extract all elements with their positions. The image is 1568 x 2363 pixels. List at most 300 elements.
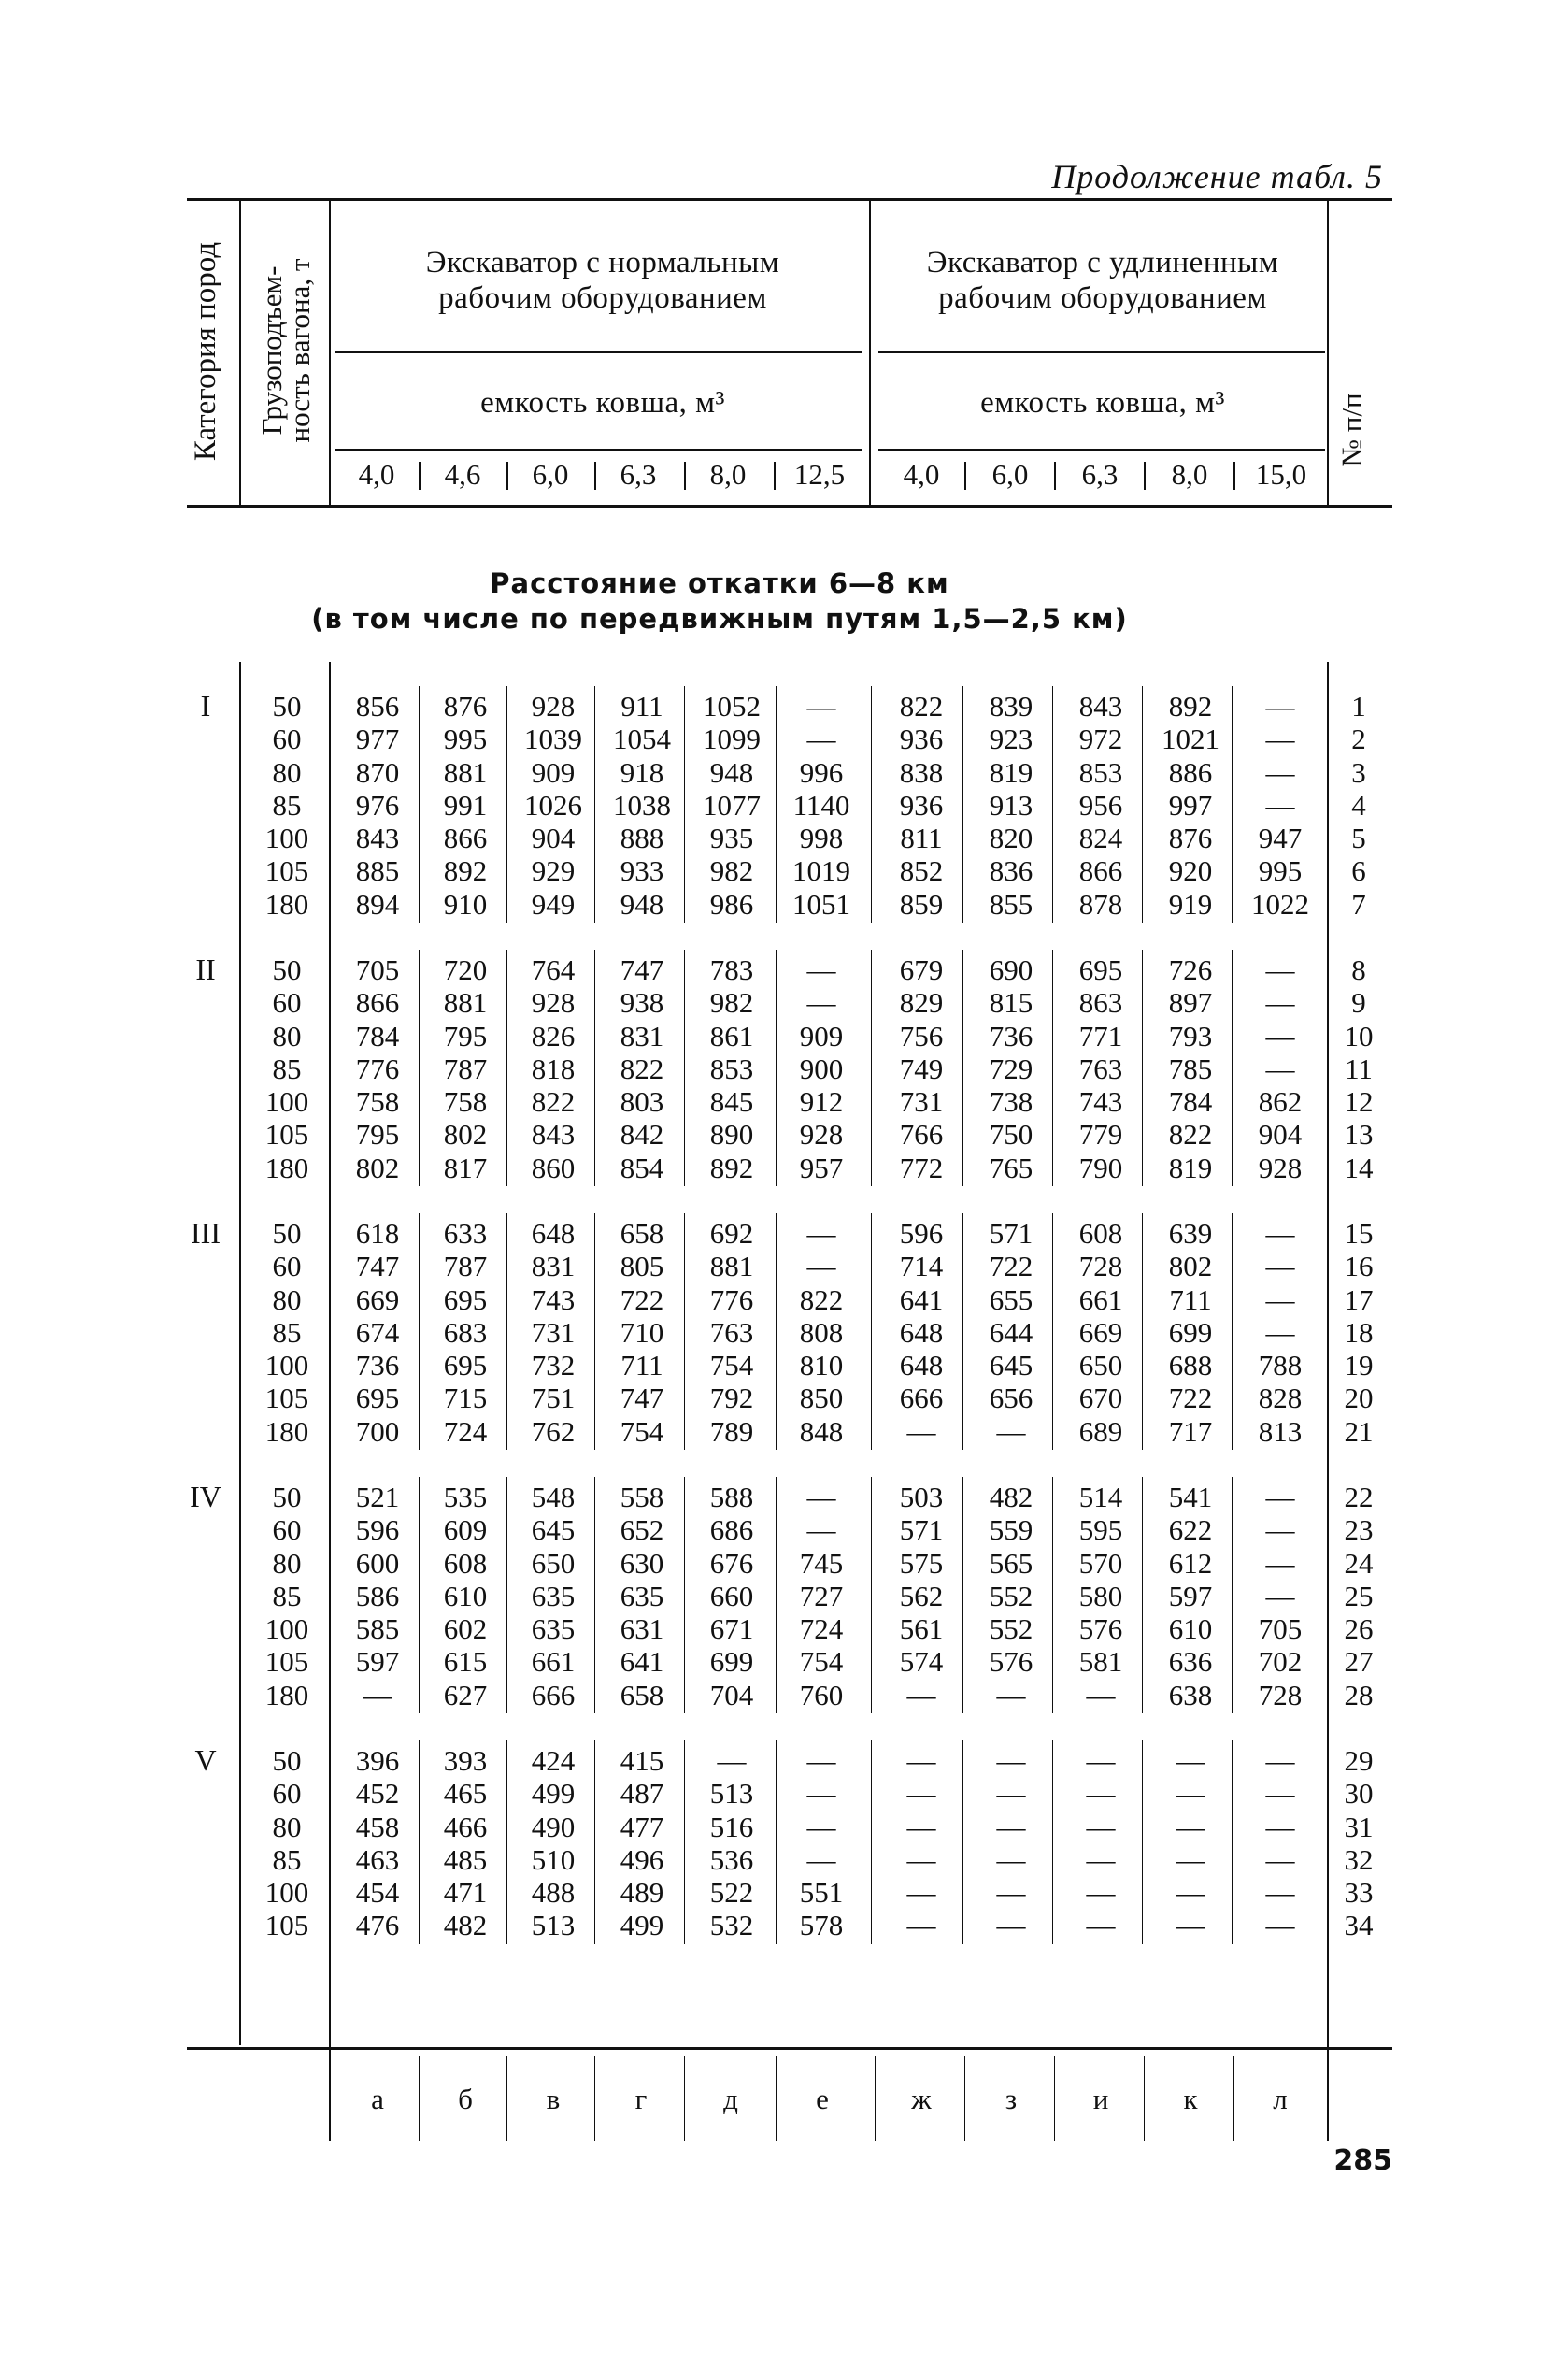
- table-cell: 948: [620, 887, 664, 921]
- column-v: [510, 1744, 596, 1942]
- column-separator: [1052, 686, 1053, 923]
- table-cell: 728: [1258, 1678, 1303, 1711]
- table-cell: 548: [531, 1481, 576, 1513]
- column-v: [510, 1217, 596, 1448]
- table-cell: 100: [264, 1085, 309, 1119]
- table-cell: 596: [899, 1217, 944, 1250]
- column-l: [1237, 690, 1323, 921]
- table-cell: 795: [443, 1019, 488, 1053]
- table-cell: 652: [620, 1513, 664, 1547]
- table-cell: 496: [620, 1842, 664, 1876]
- table-cell: 60: [272, 723, 302, 756]
- table-cell: 28: [1344, 1678, 1374, 1711]
- table-cell: 859: [899, 887, 944, 921]
- table-cell: 32: [1344, 1842, 1374, 1876]
- table-cell: —: [1265, 1513, 1295, 1547]
- table-cell: 736: [355, 1349, 400, 1382]
- table-cell: 21: [1344, 1414, 1374, 1448]
- header-divider-1: [239, 201, 241, 505]
- table-cell: 588: [709, 1481, 754, 1513]
- table-cell: 760: [799, 1678, 844, 1711]
- body-divider-category: [239, 662, 241, 2045]
- table-cell: 690: [989, 953, 1033, 986]
- column-separator: [1052, 1213, 1053, 1450]
- table-cell: 630: [620, 1546, 664, 1580]
- table-cell: —: [906, 1777, 936, 1811]
- column-i: [1058, 1217, 1144, 1448]
- table-cell: —: [906, 1414, 936, 1448]
- table-cell: 765: [989, 1151, 1033, 1184]
- table-cell: 661: [531, 1645, 576, 1679]
- table-cell: 732: [531, 1349, 576, 1382]
- table-cell: 105: [264, 1382, 309, 1415]
- table-cell: 27: [1344, 1645, 1374, 1679]
- table-cell: 897: [1168, 986, 1213, 1020]
- column-g: [598, 1217, 686, 1448]
- table-cell: 738: [989, 1085, 1033, 1119]
- column-b: [422, 1217, 508, 1448]
- table-cell: 720: [443, 953, 488, 986]
- table-cell: 977: [355, 723, 400, 756]
- column-d: [688, 953, 776, 1184]
- table-cell: 749: [899, 1052, 944, 1085]
- column-separator: [506, 1213, 507, 1450]
- table-cell: 843: [355, 822, 400, 855]
- column-letter: в: [546, 2083, 561, 2115]
- table-cell: 776: [355, 1052, 400, 1085]
- column-separator: [1232, 1213, 1233, 1450]
- table-cell: —: [996, 1876, 1026, 1910]
- table-cell: 50: [272, 1217, 302, 1250]
- table-cell: 822: [1168, 1118, 1213, 1152]
- column-letter: а: [371, 2083, 384, 2115]
- table-bottom-rule: [187, 2047, 1392, 2050]
- table-cell: 424: [531, 1744, 576, 1777]
- table-cell: 826: [531, 1019, 576, 1053]
- table-cell: 463: [355, 1842, 400, 1876]
- table-cell: 490: [531, 1810, 576, 1843]
- table-cell: 105: [264, 1909, 309, 1942]
- column-letter-separator: [776, 2056, 777, 2141]
- table-cell: 695: [1078, 953, 1123, 986]
- table-cell: 633: [443, 1217, 488, 1250]
- table-cell: 878: [1078, 887, 1123, 921]
- table-cell: —: [1265, 1282, 1295, 1316]
- column-i: [1058, 1481, 1144, 1711]
- table-cell: 50: [272, 690, 302, 723]
- table-cell: 1039: [524, 723, 582, 756]
- table-cell: 648: [899, 1349, 944, 1382]
- table-cell: 842: [620, 1118, 664, 1152]
- column-capacity: [245, 690, 329, 921]
- column-separator: [506, 1740, 507, 1944]
- table-cell: 615: [443, 1645, 488, 1679]
- table-cell: 80: [272, 1546, 302, 1580]
- table-cell: 729: [989, 1052, 1033, 1085]
- table-cell: 85: [272, 1579, 302, 1612]
- table-cell: 820: [989, 822, 1033, 855]
- column-separator: [1142, 686, 1143, 923]
- table-cell: 810: [799, 1349, 844, 1382]
- table-cell: —: [1265, 1315, 1295, 1349]
- table-cell: 1038: [613, 788, 671, 822]
- footer-left-rule: [329, 2056, 331, 2141]
- column-separator: [1232, 1477, 1233, 1713]
- table-cell: 892: [1168, 690, 1213, 723]
- table-cell: 180: [264, 1678, 309, 1711]
- table-cell: 771: [1078, 1019, 1123, 1053]
- table-cell: 10: [1344, 1019, 1374, 1053]
- table-cell: 976: [355, 788, 400, 822]
- table-cell: 12: [1344, 1085, 1374, 1119]
- table-cell: 714: [899, 1250, 944, 1283]
- table-cell: 866: [1078, 854, 1123, 888]
- table-cell: 991: [443, 788, 488, 822]
- table-cell: 705: [355, 953, 400, 986]
- table-cell: —: [1176, 1744, 1205, 1777]
- table-cell: 536: [709, 1842, 754, 1876]
- table-cell: —: [1176, 1842, 1205, 1876]
- table-cell: 561: [899, 1612, 944, 1646]
- table-cell: 105: [264, 1645, 309, 1679]
- table-cell: 608: [1078, 1217, 1123, 1250]
- column-zh: [878, 1481, 964, 1711]
- table-cell: 576: [989, 1645, 1033, 1679]
- table-cell: 848: [799, 1414, 844, 1448]
- column-separator: [506, 686, 507, 923]
- table-cell: 853: [1078, 755, 1123, 789]
- table-cell: 726: [1168, 953, 1213, 986]
- table-cell: 860: [531, 1151, 576, 1184]
- column-v: [510, 953, 596, 1184]
- table-cell: —: [1265, 1777, 1295, 1811]
- table-cell: 722: [1168, 1382, 1213, 1415]
- bucket-capacity-label-extended: емкость ковша, м³: [980, 386, 1225, 420]
- table-cell: 3: [1351, 755, 1366, 789]
- table-cell: 26: [1344, 1612, 1374, 1646]
- page-number: 285: [1333, 2144, 1392, 2177]
- table-cell: 580: [1078, 1579, 1123, 1612]
- table-cell: 50: [272, 1744, 302, 1777]
- table-cell: —: [996, 1810, 1026, 1843]
- table-cell: 982: [709, 854, 754, 888]
- table-cell: 661: [1078, 1282, 1123, 1316]
- column-separator: [776, 950, 777, 1186]
- table-cell: 695: [443, 1349, 488, 1382]
- table-cell: 918: [620, 755, 664, 789]
- column-letter: к: [1183, 2083, 1198, 2115]
- table-cell: 683: [443, 1315, 488, 1349]
- table-cell: —: [1265, 690, 1295, 723]
- table-cell: —: [996, 1678, 1026, 1711]
- table-cell: 513: [531, 1909, 576, 1942]
- table-cell: 711: [620, 1349, 663, 1382]
- table-cell: 80: [272, 1810, 302, 1843]
- table-cell: 784: [355, 1019, 400, 1053]
- column-separator: [684, 1213, 685, 1450]
- table-cell: 105: [264, 1118, 309, 1152]
- category-header: Категория пород: [189, 241, 222, 462]
- table-cell: 876: [1168, 822, 1213, 855]
- column-letter: л: [1273, 2083, 1288, 2115]
- table-cell: 727: [799, 1579, 844, 1612]
- table-cell: 747: [355, 1250, 400, 1283]
- table-cell: —: [806, 1777, 836, 1811]
- table-cell: 722: [620, 1282, 664, 1316]
- capacity-header-line1: Грузоподъем-: [255, 265, 288, 436]
- table-cell: 575: [899, 1546, 944, 1580]
- table-cell: 635: [620, 1579, 664, 1612]
- column-letter-separator: [1233, 2056, 1234, 2141]
- column-b: [422, 953, 508, 1184]
- table-cell: 736: [989, 1019, 1033, 1053]
- table-cell: 31: [1344, 1810, 1374, 1843]
- section-title-line2: (в том числе по передвижным путям 1,5—2,5 км): [311, 603, 1128, 635]
- column-separator: [594, 1213, 595, 1450]
- table-cell: 710: [620, 1315, 664, 1349]
- table-cell: 50: [272, 953, 302, 986]
- table-cell: —: [806, 953, 836, 986]
- table-cell: 658: [620, 1217, 664, 1250]
- table-cell: 503: [899, 1481, 944, 1513]
- column-letter: е: [816, 2083, 829, 2115]
- table-cell: 894: [355, 887, 400, 921]
- section-title-line1: Расстояние откатки 6—8 км: [490, 567, 949, 599]
- table-cell: 499: [531, 1777, 576, 1811]
- table-cell: 612: [1168, 1546, 1213, 1580]
- table-cell: 60: [272, 1777, 302, 1811]
- table-cell: 956: [1078, 788, 1123, 822]
- table-cell: —: [1086, 1909, 1116, 1942]
- table-cell: 843: [1078, 690, 1123, 723]
- table-cell: 514: [1078, 1481, 1123, 1513]
- capacity-header-line2: ность вагона, т: [283, 258, 316, 443]
- table-cell: 458: [355, 1810, 400, 1843]
- table-continuation-caption: Продолжение табл. 5: [1051, 158, 1383, 195]
- table-cell: 499: [620, 1909, 664, 1942]
- column-separator: [684, 686, 685, 923]
- table-cell: —: [1176, 1810, 1205, 1843]
- table-cell: —: [1265, 1876, 1295, 1910]
- table-cell: 595: [1078, 1513, 1123, 1547]
- table-cell: 180: [264, 1414, 309, 1448]
- table-cell: 650: [531, 1546, 576, 1580]
- column-separator: [962, 1740, 963, 1944]
- table-cell: 100: [264, 822, 309, 855]
- column-zh: [878, 1217, 964, 1448]
- table-cell: 745: [799, 1546, 844, 1580]
- header-divider-4: [1327, 201, 1329, 505]
- table-cell: 85: [272, 788, 302, 822]
- column-separator: [962, 1213, 963, 1450]
- rock-category-label: II: [195, 952, 216, 986]
- table-cell: —: [1265, 755, 1295, 789]
- table-cell: 576: [1078, 1612, 1123, 1646]
- table-cell: 758: [355, 1085, 400, 1119]
- footer-right-rule: [1327, 2056, 1329, 2141]
- extended-excavator-header: Экскаватор с удлиненным рабочим оборудованием: [926, 246, 1279, 315]
- column-e: [779, 1481, 863, 1711]
- table-cell: 776: [709, 1282, 754, 1316]
- table-cell: 754: [709, 1349, 754, 1382]
- table-cell: 805: [620, 1250, 664, 1283]
- table-cell: 562: [899, 1579, 944, 1612]
- table-cell: 415: [620, 1744, 664, 1777]
- table-cell: 535: [443, 1481, 488, 1513]
- capacity-value: 8,0: [709, 458, 747, 491]
- table-cell: 822: [799, 1282, 844, 1316]
- table-cell: 541: [1168, 1481, 1213, 1513]
- table-cell: 669: [1078, 1315, 1123, 1349]
- table-cell: 105: [264, 854, 309, 888]
- table-cell: 510: [531, 1842, 576, 1876]
- table-cell: 998: [799, 822, 844, 855]
- table-cell: 957: [799, 1151, 844, 1184]
- column-zh: [878, 690, 964, 921]
- table-cell: 676: [709, 1546, 754, 1580]
- table-cell: —: [1265, 1579, 1295, 1612]
- table-cell: —: [1265, 723, 1295, 756]
- table-cell: 669: [355, 1282, 400, 1316]
- table-cell: 60: [272, 1250, 302, 1283]
- table-cell: —: [1265, 986, 1295, 1020]
- table-cell: 795: [355, 1118, 400, 1152]
- table-cell: 648: [899, 1315, 944, 1349]
- column-a: [335, 1744, 421, 1942]
- table-cell: 552: [989, 1579, 1033, 1612]
- column-l: [1237, 1744, 1323, 1942]
- table-cell: 695: [443, 1282, 488, 1316]
- table-cell: 802: [355, 1151, 400, 1184]
- table-cell: 911: [620, 690, 663, 723]
- table-cell: 8: [1351, 953, 1366, 986]
- table-cell: 1019: [792, 854, 850, 888]
- table-cell: —: [1265, 953, 1295, 986]
- table-cell: 818: [531, 1052, 576, 1085]
- table-cell: —: [1176, 1876, 1205, 1910]
- table-cell: 9: [1351, 986, 1366, 1020]
- column-separator: [1232, 686, 1233, 923]
- header-top-rule: [187, 198, 1392, 201]
- row-number-header: № п/п: [1335, 393, 1368, 467]
- column-letter: б: [458, 2083, 473, 2115]
- table-cell: 702: [1258, 1645, 1303, 1679]
- column-v: [510, 690, 596, 921]
- table-cell: —: [806, 1250, 836, 1283]
- table-cell: 881: [709, 1250, 754, 1283]
- table-cell: —: [363, 1678, 392, 1711]
- table-cell: 866: [355, 986, 400, 1020]
- rock-category-label: I: [200, 689, 211, 723]
- column-separator: [1052, 1740, 1053, 1944]
- column-k: [1147, 1481, 1233, 1711]
- capacity-separator: [419, 462, 421, 490]
- table-cell: 862: [1258, 1085, 1303, 1119]
- table-cell: 11: [1345, 1052, 1373, 1085]
- column-a: [335, 1217, 421, 1448]
- table-cell: 602: [443, 1612, 488, 1646]
- table-cell: —: [806, 690, 836, 723]
- table-cell: 790: [1078, 1151, 1123, 1184]
- table-cell: 551: [799, 1876, 844, 1910]
- table-cell: 571: [899, 1513, 944, 1547]
- table-cell: 180: [264, 1151, 309, 1184]
- table-cell: 679: [899, 953, 944, 986]
- table-cell: —: [996, 1842, 1026, 1876]
- table-cell: 627: [443, 1678, 488, 1711]
- column-capacity: [245, 1744, 329, 1942]
- table-cell: 843: [531, 1118, 576, 1152]
- table-cell: 532: [709, 1909, 754, 1942]
- column-separator: [594, 950, 595, 1186]
- table-cell: —: [906, 1810, 936, 1843]
- column-separator: [419, 686, 420, 923]
- table-cell: —: [1265, 1250, 1295, 1283]
- table-cell: 802: [1168, 1250, 1213, 1283]
- table-cell: 754: [799, 1645, 844, 1679]
- table-cell: 717: [1168, 1414, 1213, 1448]
- table-cell: 850: [799, 1382, 844, 1415]
- table-cell: 639: [1168, 1217, 1213, 1250]
- column-a: [335, 690, 421, 921]
- table-cell: 923: [989, 723, 1033, 756]
- table-cell: 808: [799, 1315, 844, 1349]
- table-cell: 393: [443, 1744, 488, 1777]
- column-separator: [684, 950, 685, 1186]
- table-cell: 635: [531, 1579, 576, 1612]
- table-cell: 635: [531, 1612, 576, 1646]
- table-cell: 839: [989, 690, 1033, 723]
- table-cell: 936: [899, 788, 944, 822]
- table-cell: 660: [709, 1579, 754, 1612]
- column-capacity: [245, 1481, 329, 1711]
- column-i: [1058, 690, 1144, 921]
- column-separator: [871, 686, 872, 923]
- column-z: [968, 1744, 1054, 1942]
- table-cell: 947: [1258, 822, 1303, 855]
- table-cell: 513: [709, 1777, 754, 1811]
- table-cell: 762: [531, 1414, 576, 1448]
- table-cell: 666: [531, 1678, 576, 1711]
- table-cell: 886: [1168, 755, 1213, 789]
- table-cell: 636: [1168, 1645, 1213, 1679]
- column-letter-separator: [594, 2056, 595, 2141]
- column-separator: [419, 1477, 420, 1713]
- column-k: [1147, 1744, 1233, 1942]
- column-separator: [871, 950, 872, 1186]
- column-capacity: [245, 953, 329, 1184]
- table-cell: 982: [709, 986, 754, 1020]
- column-letter: з: [1005, 2083, 1018, 2115]
- table-cell: —: [806, 1217, 836, 1250]
- table-cell: 936: [899, 723, 944, 756]
- column-separator: [776, 1740, 777, 1944]
- table-cell: 724: [443, 1414, 488, 1448]
- normal-excavator-header: Экскаватор с нормальным рабочим оборудованием: [425, 246, 780, 315]
- table-cell: 574: [899, 1645, 944, 1679]
- table-cell: 743: [531, 1282, 576, 1316]
- table-cell: —: [1086, 1744, 1116, 1777]
- table-cell: 631: [620, 1612, 664, 1646]
- column-d: [688, 1217, 776, 1448]
- capacity-value: 6,0: [991, 458, 1029, 491]
- table-cell: 521: [355, 1481, 400, 1513]
- table-cell: 866: [443, 822, 488, 855]
- capacity-value: 4,0: [903, 458, 940, 491]
- table-cell: 817: [443, 1151, 488, 1184]
- body-divider-number: [1327, 662, 1329, 2139]
- table-cell: 876: [443, 690, 488, 723]
